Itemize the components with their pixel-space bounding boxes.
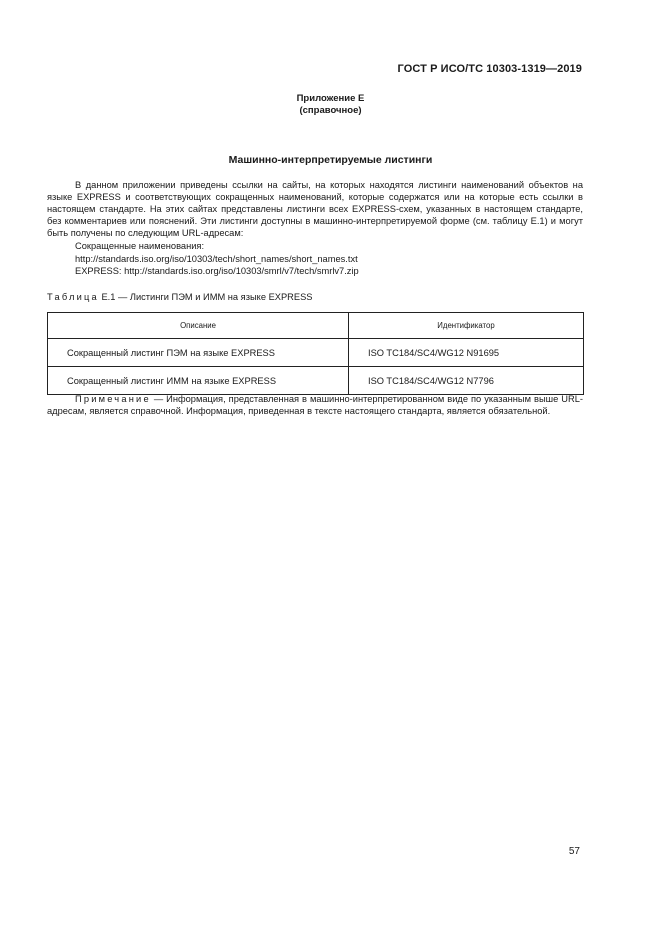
- note-label: Примечание: [75, 394, 151, 404]
- table-caption: [47, 292, 313, 302]
- note-paragraph: [47, 393, 583, 417]
- listings-table: [47, 312, 584, 395]
- annex-title: Приложение Е: [296, 93, 365, 104]
- annex-subtitle: (справочное): [299, 105, 362, 116]
- intro-paragraph: В данном приложении приведены ссылки на сайты, на которых находятся листинги наименований объектов на языке EXPRESS и соответствующих сокращенных наименований, которые содержатся или на которые есть ссылки в настоящем стандарте. На этих сайтах представлены листинги всех EXPRESS-схем, указанных в настоящем стандарте, без комментариев или пояснений. Эти листинги доступны в машинно-интерпретируемой форме (см. таблицу Е.1) и могут быть получены по следующим URL-адресам:: [47, 180, 583, 238]
- table-caption-text: Е.1 — Листинги ПЭМ и ИММ на языке EXPRESS: [98, 292, 313, 302]
- table-cell-description: Сокращенный листинг ИММ на языке EXPRESS: [48, 367, 349, 395]
- standard-code: ГОСТ Р ИСО/ТС 10303-1319—2019: [397, 63, 582, 75]
- short-names-label: Сокращенные наименования:: [75, 241, 205, 251]
- table-row: [48, 367, 584, 395]
- column-header-description: Описание: [48, 313, 349, 339]
- table-row: [48, 339, 584, 367]
- table-caption-label: Таблица: [47, 292, 99, 302]
- table-header-row: [48, 313, 584, 339]
- note-text: — Информация, представленная в машинно-интерпретированном виде по указанным выше URL-адресам, является справочной. Информация, приведенная в тексте настоящего стандарта, является обязательной.: [47, 394, 583, 416]
- short-names-url: http://standards.iso.org/iso/10303/tech/short_names/short_names.txt: [75, 254, 358, 264]
- table-cell-description: Сокращенный листинг ПЭМ на языке EXPRESS: [48, 339, 349, 367]
- section-title: Машинно-интерпретируемые листинги: [228, 154, 433, 166]
- page-number: 57: [568, 846, 580, 857]
- table-cell-identifier: ISO TC184/SC4/WG12 N91695: [349, 339, 584, 367]
- table-cell-identifier: ISO TC184/SC4/WG12 N7796: [349, 367, 584, 395]
- express-url: EXPRESS: http://standards.iso.org/iso/10303/smrl/v7/tech/smrlv7.zip: [75, 266, 359, 276]
- column-header-identifier: Идентификатор: [349, 313, 584, 339]
